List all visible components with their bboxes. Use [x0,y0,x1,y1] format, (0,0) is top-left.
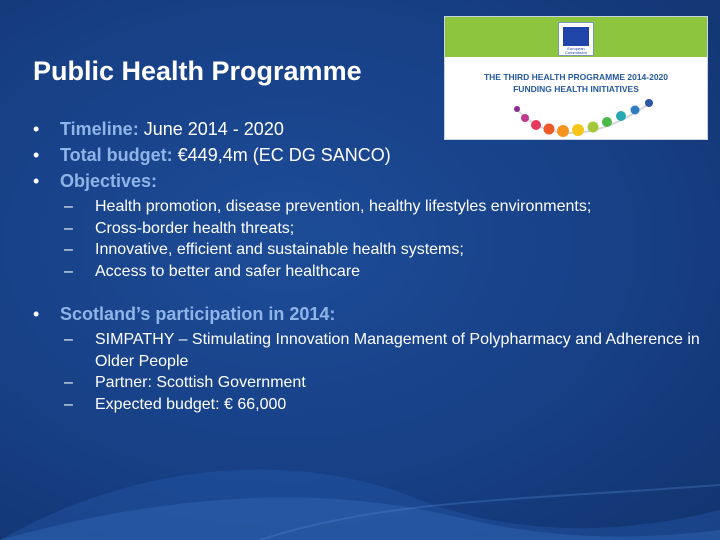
bullet-dot: • [33,145,40,165]
slide-title: Public Health Programme [33,56,362,86]
scotland-item: – SIMPATHY – Stimulating Innovation Management of Polypharmacy and Adherence in Older People [64,331,700,370]
scotland-label: Scotland’s participation in 2014: [60,304,336,324]
scotland-item: – Expected budget: € 66,000 [64,395,287,413]
bullet-scotland [33,301,703,327]
objective-item: – Access to better and safer healthcare [64,262,361,280]
objective-item: – Health promotion, disease prevention, healthy lifestyles environments; [64,198,592,215]
bullet-dot: • [33,171,40,191]
timeline-value: June 2014 - 2020 [143,119,284,139]
bullet-dot: • [33,119,40,139]
objectives-sublist [33,196,703,282]
budget-label: Total budget: [60,145,173,165]
objective-item: – Cross-border health threats; [64,219,295,237]
bullet-dot: • [33,304,40,324]
budget-value: €449,4m (EC DG SANCO) [177,145,391,165]
bullet-timeline [33,116,703,142]
objectives-label: Objectives: [60,171,158,191]
bullet-list [33,116,703,415]
scotland-item: – Partner: Scottish Government [64,374,306,391]
objective-item: – Innovative, efficient and sustainable health systems; [64,241,464,258]
logo-line-2: FUNDING HEALTH INITIATIVES [513,84,639,94]
bullet-budget [33,142,703,168]
eu-caption: European Commission [564,46,587,55]
scotland-sublist [33,329,703,415]
logo-line-1: THE THIRD HEALTH PROGRAMME 2014-2020 [483,72,669,82]
timeline-label: Timeline: [60,119,139,139]
bullet-objectives [33,168,703,194]
